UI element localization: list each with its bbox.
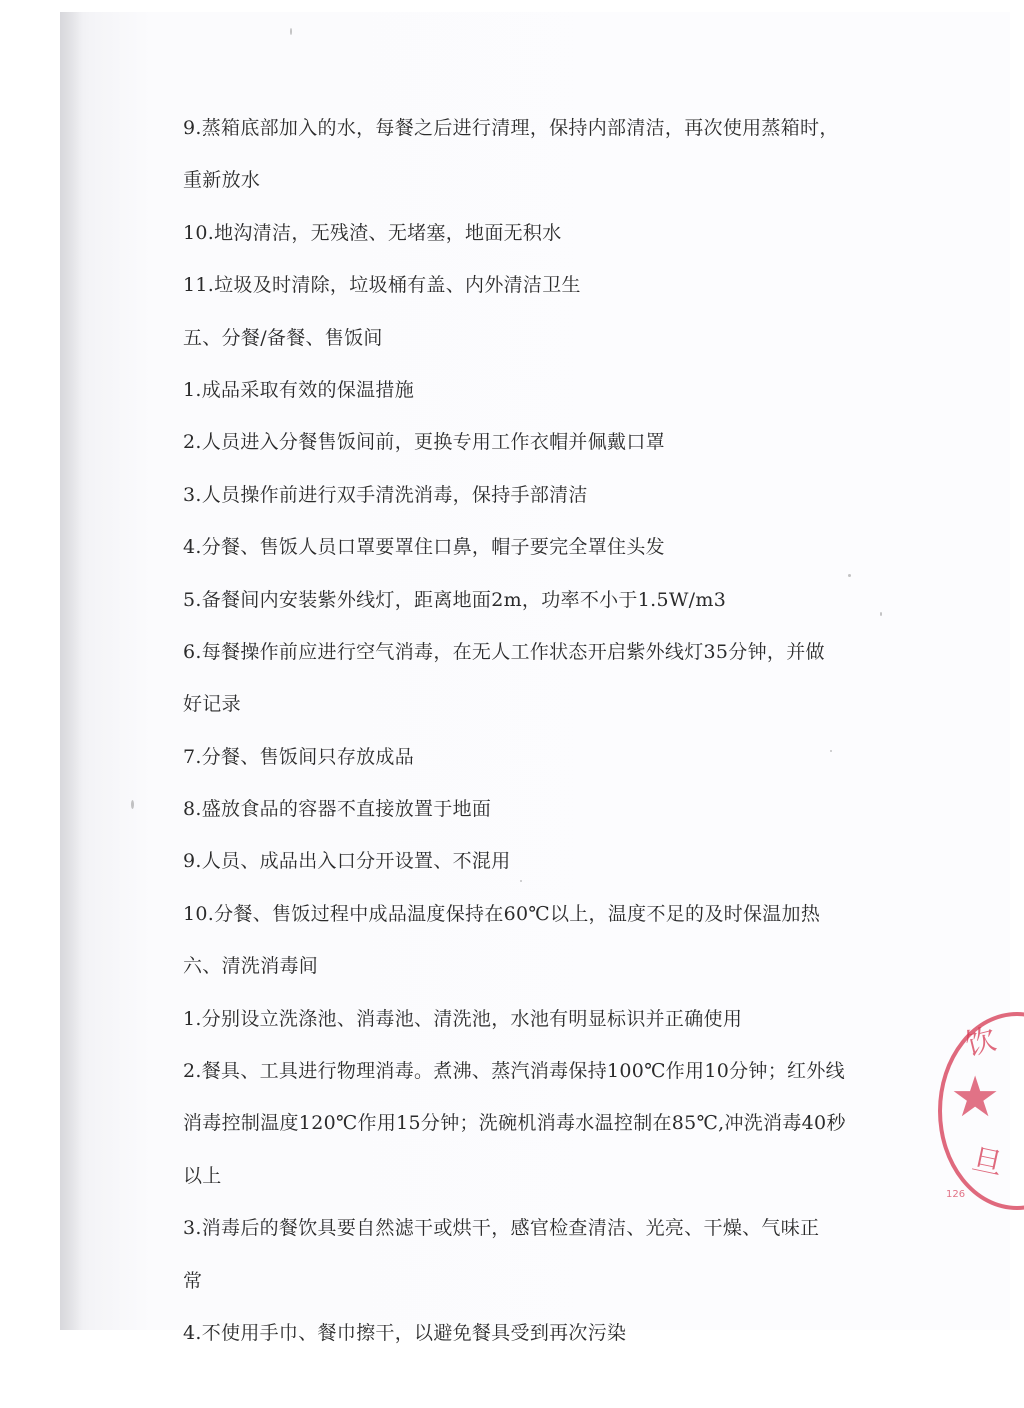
text-line-20: 消毒控制温度120℃作用15分钟；洗碗机消毒水温控制在85℃,冲洗消毒40秒 — [183, 1112, 846, 1135]
text-line-2: 重新放水 — [183, 169, 261, 192]
text-line-18: 1.分别设立洗涤池、消毒池、清洗池，水池有明显标识并正确使用 — [183, 1007, 743, 1030]
scan-speck — [290, 28, 292, 35]
text-line-15: 9.人员、成品出入口分开设置、不混用 — [183, 850, 511, 873]
scan-shadow — [60, 12, 82, 1330]
text-line-11: 6.每餐操作前应进行空气消毒，在无人工作状态开启紫外线灯35分钟，并做 — [183, 640, 825, 663]
text-line-1: 9.蒸箱底部加入的水，每餐之后进行清理，保持内部清洁，再次使用蒸箱时， — [183, 117, 839, 139]
text-line-3: 10.地沟清洁，无残渣、无堵塞，地面无积水 — [183, 221, 562, 244]
seal-star-icon: ★ — [950, 1065, 1001, 1130]
text-line-4: 11.垃圾及时清除，垃圾桶有盖、内外清洁卫生 — [183, 274, 581, 297]
text-line-14: 8.盛放食品的容器不直接放置于地面 — [183, 798, 492, 821]
text-line-9: 4.分餐、售饭人员口罩要罩住口鼻，帽子要完全罩住头发 — [183, 536, 665, 559]
text-line-22: 3.消毒后的餐饮具要自然滤干或烘干，感官检查清洁、光亮、干燥、气味正 — [183, 1217, 820, 1240]
seal-number: 126 — [946, 1189, 966, 1200]
text-line-23: 常 — [183, 1269, 203, 1292]
text-line-16: 10.分餐、售饭过程中成品温度保持在60℃以上，温度不足的及时保温加热 — [183, 902, 821, 925]
text-line-7: 2.人员进入分餐售饭间前，更换专用工作衣帽并佩戴口罩 — [183, 431, 665, 454]
text-line-8: 3.人员操作前进行双手清洗消毒，保持手部清洁 — [183, 483, 588, 506]
text-line-13: 7.分餐、售饭间只存放成品 — [183, 745, 415, 768]
text-line-6: 1.成品采取有效的保温措施 — [183, 378, 415, 401]
section-heading-5: 五、分餐/备餐、售饭间 — [183, 326, 383, 349]
document-body — [183, 108, 943, 1365]
text-line-10: 5.备餐间内安装紫外线灯，距离地面2m，功率不小于1.5W/m3 — [183, 588, 727, 611]
scan-speck — [131, 800, 134, 809]
text-line-24: 4.不使用手巾、餐巾擦干，以避免餐具受到再次污染 — [183, 1321, 627, 1344]
text-line-21: 以上 — [183, 1164, 222, 1187]
section-heading-6: 六、清洗消毒间 — [183, 955, 319, 978]
seal-char-bottom: 旦 — [968, 1142, 1006, 1183]
seal-char-top: 饮 — [962, 1021, 1000, 1064]
text-line-19: 2.餐具、工具进行物理消毒。煮沸、蒸汽消毒保持100℃作用10分钟；红外线 — [183, 1060, 845, 1083]
text-line-12: 好记录 — [183, 693, 241, 716]
